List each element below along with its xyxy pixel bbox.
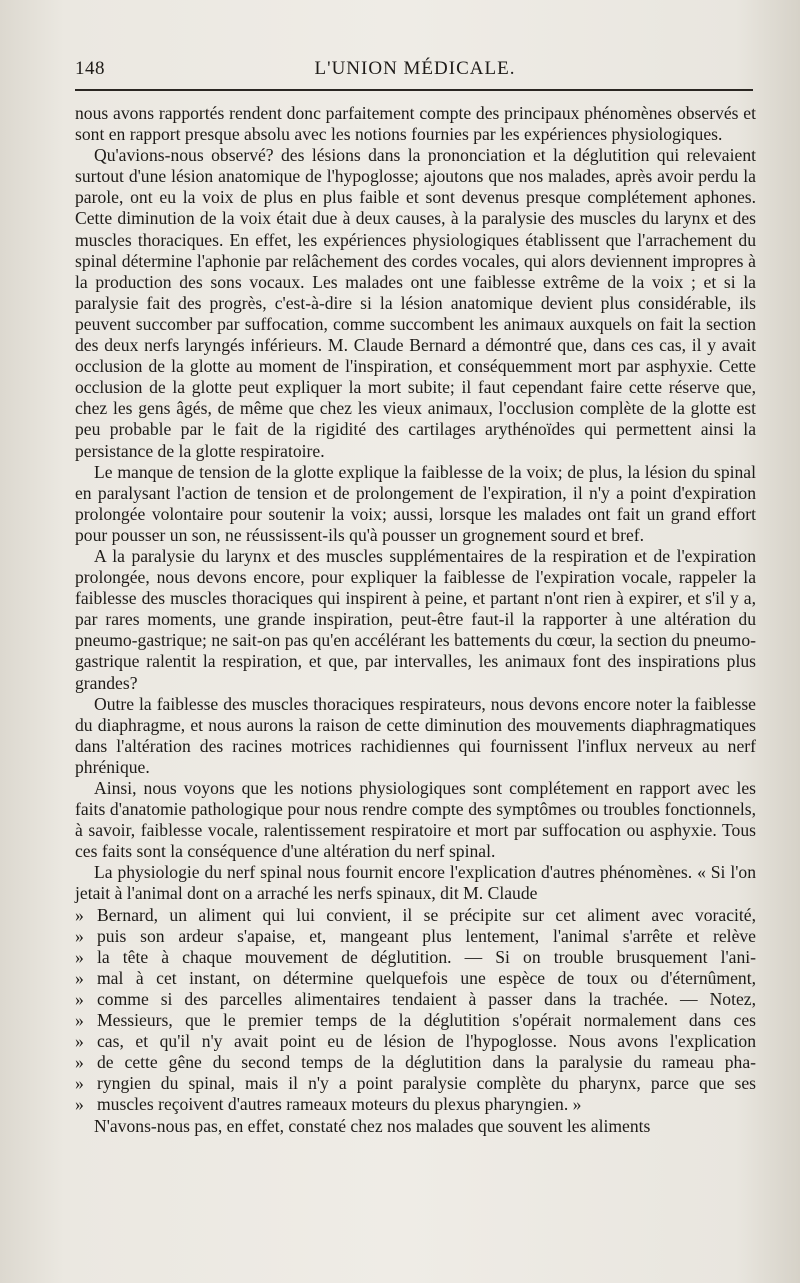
paragraph: Outre la faiblesse des muscles thoraciques respirateurs, nous devons encore noter la faiblesse du diaphragme, et nous aurons la raison de cette diminution des mouvements diaphragmatiques dans l'altération des racines motrices rachidiennes qui fournissent l'influx nerveux au nerf phrénique. [75, 693, 756, 777]
page-header [75, 52, 755, 82]
quote-mark: » [75, 925, 84, 946]
quote-mark: » [75, 967, 84, 988]
header-rule [75, 89, 753, 91]
quote-line [75, 926, 756, 947]
paragraph: Le manque de tension de la glotte explique la faiblesse de la voix; de plus, la lésion du spinal en paralysant l'action de tension et de prolongement de l'expiration, il n'y a point d'expiration prolongée volontaire pour soutenir la voix; aussi, lorsque les malades ont fait un grand effort pour pousser un son, ne réussissent-ils qu'à pousser un grognement sourd et bref. [75, 461, 756, 545]
running-title: L'UNION MÉDICALE. [314, 58, 516, 79]
paragraph: Ainsi, nous voyons que les notions physiologiques sont complétement en rapport avec les faits d'anatomie pathologique pour nous rendre compte des symptômes ou troubles fonctionnels, à savoir, faiblesse vocale, ralentissement respiratoire et mort par suffocation ou asphyxie. Tous ces faits sont la conséquence d'une altération du nerf spinal. [75, 778, 756, 862]
block-quote [75, 905, 756, 1116]
paragraph: nous avons rapportés rendent donc parfaitement compte des principaux phénomènes observés et sont en rapport presque absolu avec les notions fournies par les expériences physiologiques. [75, 103, 756, 145]
quote-mark: » [75, 988, 84, 1009]
quote-mark: » [75, 904, 84, 925]
body-text [75, 103, 756, 1137]
quote-line [75, 1052, 756, 1073]
quote-line-text: de cette gêne du second temps de la déglutition dans la paralysie du rameau pha- [97, 1052, 756, 1073]
page-number: 148 [75, 58, 105, 79]
quote-mark: » [75, 1073, 84, 1094]
quote-line [75, 1094, 756, 1115]
quote-mark: » [75, 1010, 84, 1031]
quote-line [75, 968, 756, 989]
quote-line [75, 1010, 756, 1031]
paragraph: N'avons-nous pas, en effet, constaté chez nos malades que souvent les aliments [94, 1115, 651, 1136]
quote-line-text: cas, et qu'il n'y avait point eu de lésion de l'hypoglosse. Nous avons l'explication [97, 1031, 756, 1052]
quote-line-text: ryngien du spinal, mais il n'y a point paralysie complète du pharynx, parce que ses [97, 1073, 756, 1094]
quote-line [75, 989, 756, 1010]
quote-line-text: Messieurs, que le premier temps de la déglutition s'opérait normalement dans ces [97, 1010, 756, 1031]
quote-mark: » [75, 1094, 84, 1115]
quote-line-text: comme si des parcelles alimentaires tendaient à passer dans la trachée. — Notez, [97, 988, 756, 1009]
paragraph: Qu'avions-nous observé? des lésions dans la prononciation et la déglutition qui relevaient surtout d'une lésion anatomique de l'hypoglosse; ajoutons que nos malades, après avoir perdu la parole, ont eu la voix de plus en plus faible et sont devenus presque complétement aphones. Cette diminution de la voix était due à deux causes, à la paralysie des muscles du larynx et des muscles thoraciques. En effet, les expériences physiologiques établissent que l'arrachement du spinal détermine l'aphonie par relâchement des cordes vocales, qui alors deviennent impropres à la production des sons vocaux. Les malades ont une faiblesse extrême de la voix ; et si la paralysie fait des progrès, c'est-à-dire si la lésion anatomique devient plus considérable, ils peuvent succomber par suffocation, comme succombent les animaux auxquels on fait la section des deux nerfs laryngés inférieurs. M. Claude Bernard a démontré que, dans ces cas, il y avait occlusion de la glotte au moment de l'inspiration, et conséquemment mort par asphyxie. Cette occlusion de la glotte peut expliquer la mort subite; il faut cependant faire cette réserve que, chez les gens âgés, de même que chez les vieux animaux, l'occlusion complète de la glotte est peu probable par le fait de la rigidité des cartilages arythénoïdes qui permettent ainsi la persistance de la glotte respiratoire. [75, 145, 756, 461]
paragraph: La physiologie du nerf spinal nous fournit encore l'explication d'autres phénomènes. « Si l'on jetait à l'animal dont on a arraché les nerfs spinaux, dit M. Claude [75, 862, 756, 904]
quote-line-text: la tête à chaque mouvement de déglutition. — Si on trouble brusquement l'ani- [97, 946, 756, 967]
quote-line [75, 905, 756, 926]
quote-mark: » [75, 1052, 84, 1073]
quote-line-text: mal à cet instant, on détermine quelquefois une espèce de toux ou d'éternûment, [97, 967, 756, 988]
quote-line [75, 1073, 756, 1094]
quote-line [75, 947, 756, 968]
paragraph: A la paralysie du larynx et des muscles supplémentaires de la respiration et de l'expiration prolongée, nous devons encore, pour expliquer la faiblesse de l'expiration vocale, rappeler la faiblesse des muscles thoraciques qui inspirent à peine, et partant n'ont rien à expirer, et s'il y a, par rares moments, une grande inspiration, peut-être faut-il la rapporter à une altération du pneumo-gastrique; ne sait-on pas qu'en accélérant les battements du cœur, la section du pneumo-gastrique ralentit la respiration, et que, par intervalles, les animaux font des inspirations plus grandes? [75, 545, 756, 693]
quote-line-text: Bernard, un aliment qui lui convient, il se précipite sur cet aliment avec voracité, [97, 904, 756, 925]
quote-line [75, 1031, 756, 1052]
quote-line-text: muscles reçoivent d'autres rameaux moteurs du plexus pharyngien. » [97, 1094, 582, 1115]
quote-mark: » [75, 1031, 84, 1052]
quote-mark: » [75, 946, 84, 967]
quote-line-text: puis son ardeur s'apaise, et, mangeant plus lentement, l'animal s'arrête et relève [97, 925, 756, 946]
